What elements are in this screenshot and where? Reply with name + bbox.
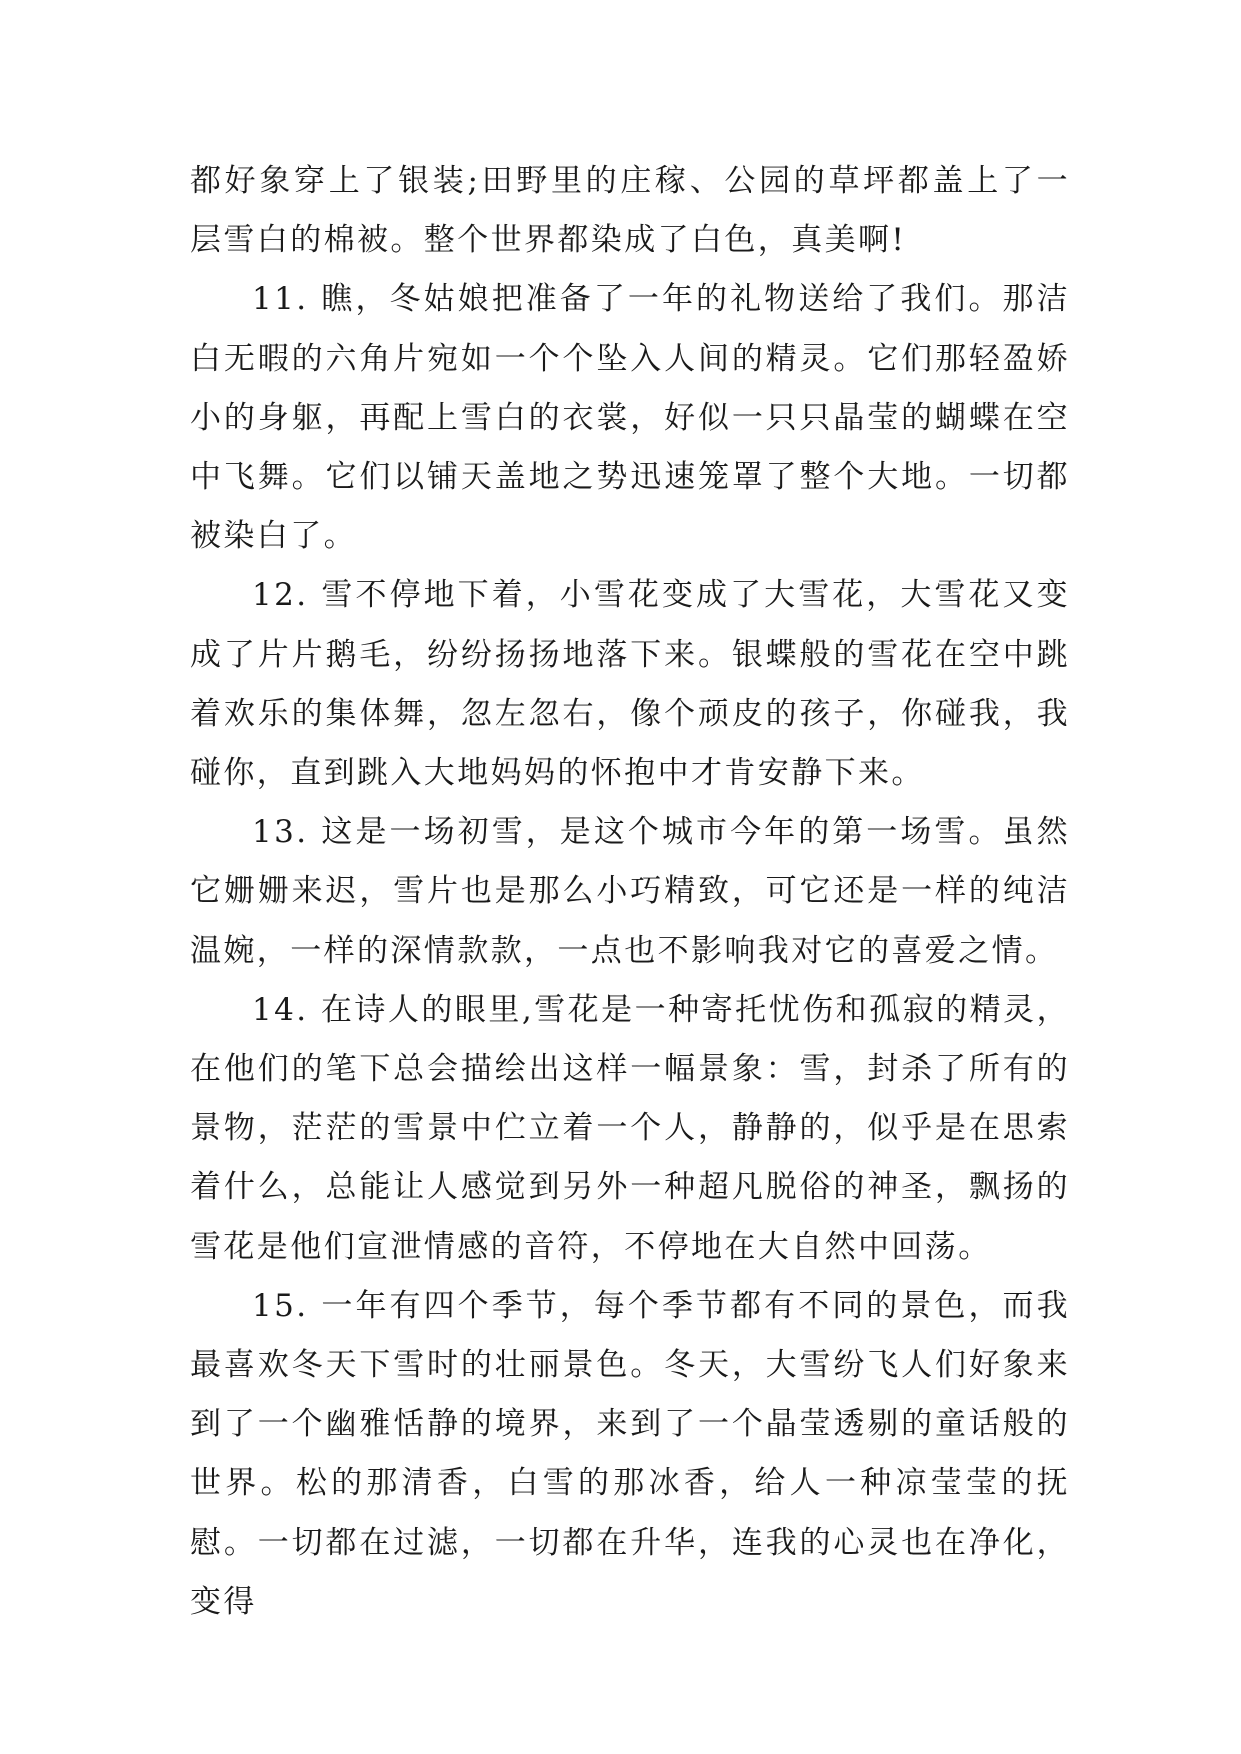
paragraph-12: 12. 雪不停地下着，小雪花变成了大雪花，大雪花又变成了片片鹅毛，纷纷扬扬地落下来。银蝶般的雪花在空中跳着欢乐的集体舞，忽左忽右，像个顽皮的孩子，你碰我，我碰你，直到跳入大地妈妈的怀抱中才肯安静下来。 [190,577,1070,792]
paragraph-14: 14. 在诗人的眼里,雪花是一种寄托忧伤和孤寂的精灵，在他们的笔下总会描绘出这样一幅景象：雪，封杀了所有的景物，茫茫的雪景中伫立着一个人，静静的，似乎是在思索着什么，总能让人感觉到另外一种超凡脱俗的神圣，飘扬的雪花是他们宣泄情感的音符，不停地在大自然中回荡。 [190,991,1070,1265]
paragraph-13: 13. 这是一场初雪，是这个城市今年的第一场雪。虽然它姗姗来迟，雪片也是那么小巧精致，可它还是一样的纯洁温婉，一样的深情款款，一点也不影响我对它的喜爱之情。 [190,814,1070,969]
paragraph-continued: 都好象穿上了银装;田野里的庄稼、公园的草坪都盖上了一层雪白的棉被。整个世界都染成了白色，真美啊! [190,163,1070,259]
document-page [190,152,1070,1632]
paragraph-11: 11. 瞧，冬姑娘把准备了一年的礼物送给了我们。那洁白无暇的六角片宛如一个个坠入人间的精灵。它们那轻盈娇小的身躯，再配上雪白的衣裳，好似一只只晶莹的蝴蝶在空中飞舞。它们以铺天盖地之势迅速笼罩了整个大地。一切都被染白了。 [190,281,1070,555]
paragraph-15: 15. 一年有四个季节，每个季节都有不同的景色，而我最喜欢冬天下雪时的壮丽景色。冬天，大雪纷飞人们好象来到了一个幽雅恬静的境界，来到了一个晶莹透剔的童话般的世界。松的那清香，白雪的那冰香，给人一种凉莹莹的抚慰。一切都在过滤，一切都在升华，连我的心灵也在净化，变得 [190,1287,1070,1620]
